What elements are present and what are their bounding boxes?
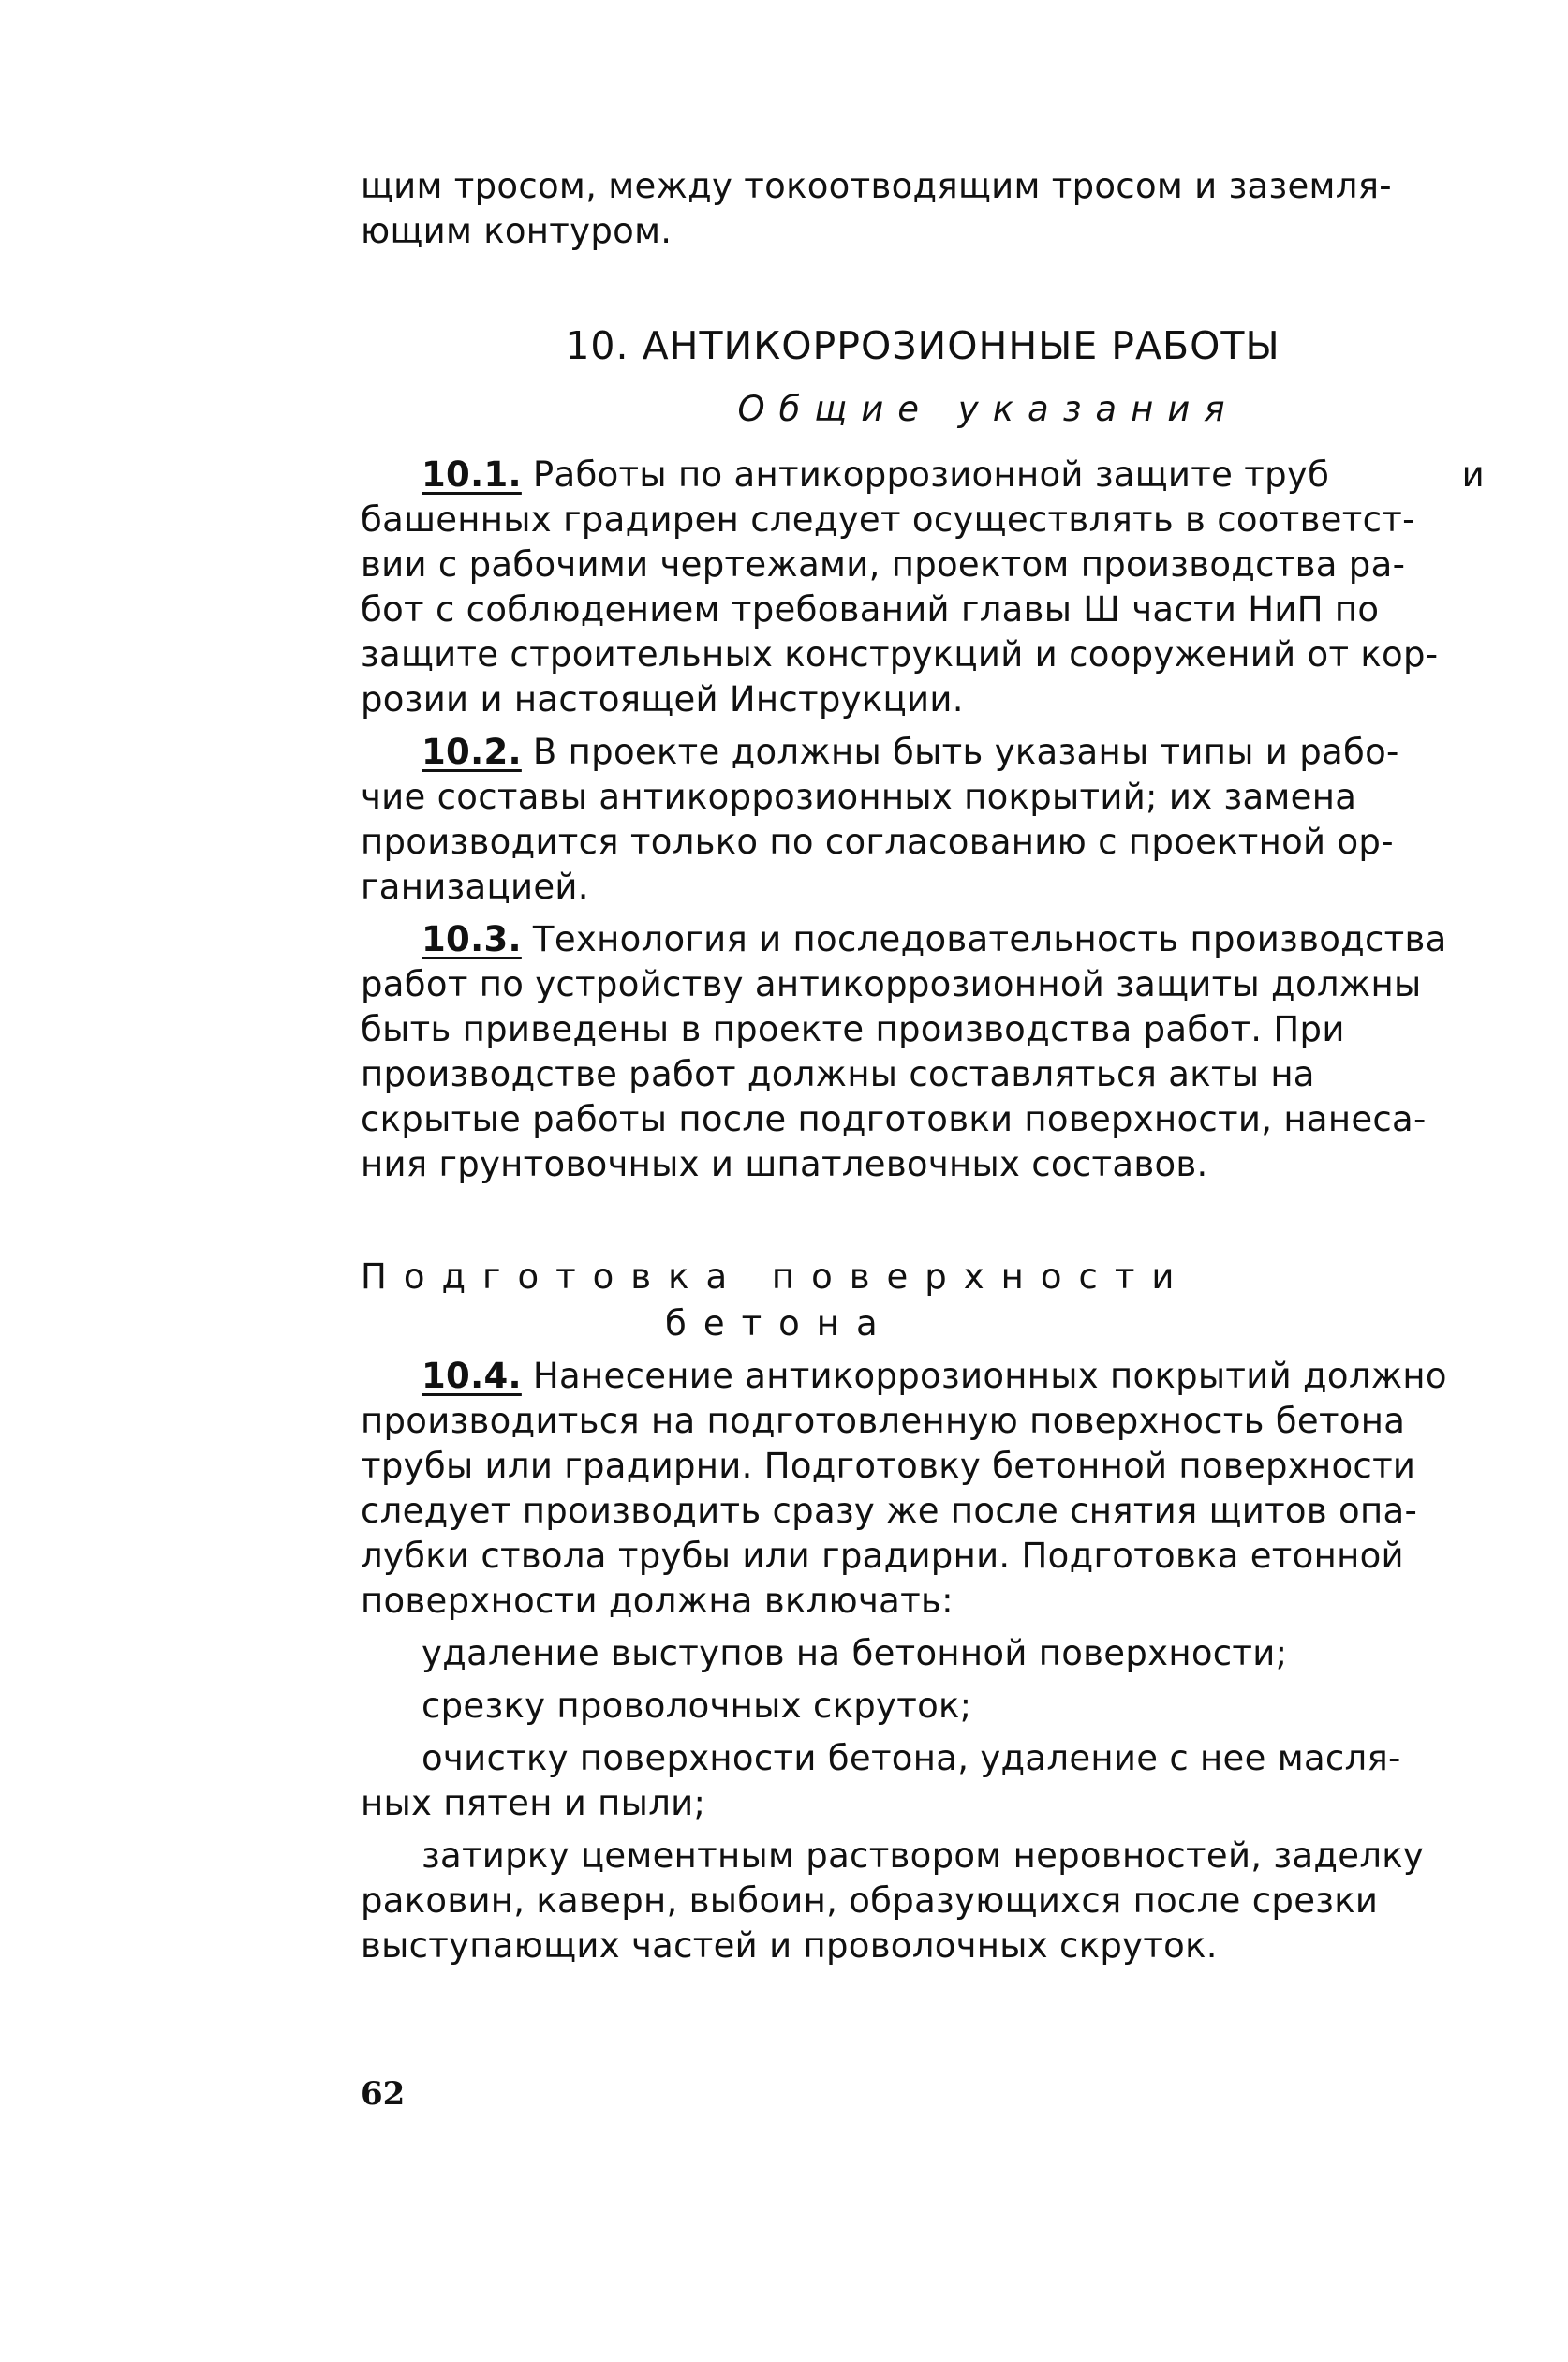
text-line: ющим контуром. xyxy=(361,211,673,251)
text-fragment: Нанесение антикоррозионных покрытий должно xyxy=(532,1356,1447,1396)
text-line: бот с соблюдением требований главы Ш части НиП по xyxy=(361,589,1380,630)
paragraph-10-2 xyxy=(361,730,1485,910)
subsection-heading: Общие указания xyxy=(737,389,1239,429)
list-item: затирку цементным раствором неровностей, заделку xyxy=(422,1835,1425,1876)
text-fragment: Технология и последовательность производства xyxy=(532,919,1447,959)
list-item: удаление выступов на бетонной поверхности; xyxy=(422,1633,1288,1673)
list-item: очистку поверхности бетона, удаление с нее масля- xyxy=(422,1738,1401,1778)
requirements-list xyxy=(361,1631,1485,1968)
text-fragment: и xyxy=(1461,454,1485,495)
text-line xyxy=(361,730,1485,775)
text-fragment: В проекте должны быть указаны типы и рабо- xyxy=(532,732,1399,772)
list-item: срезку проволочных скруток; xyxy=(422,1686,972,1726)
section-title: Подготовка поверхности xyxy=(361,1256,1191,1297)
paragraph-10-4 xyxy=(361,1354,1485,1624)
intro-text xyxy=(361,164,1485,254)
list-item-continuation: раковин, каверн, выбоин, образующихся после срезки xyxy=(361,1880,1379,1921)
text-line xyxy=(361,917,1485,962)
paragraph-number: 10.4. xyxy=(422,1356,522,1396)
text-line: вии с рабочими чертежами, проектом производства ра- xyxy=(361,544,1406,585)
document-page xyxy=(361,164,1485,1968)
text-line: розии и настоящей Инструкции. xyxy=(361,679,964,720)
text-line: трубы или градирни. Подготовку бетонной поверхности xyxy=(361,1446,1416,1486)
text-line xyxy=(361,453,1485,498)
paragraph-10-3 xyxy=(361,917,1485,1187)
text-fragment: Работы по антикоррозионной защите труб xyxy=(532,454,1330,495)
text-line: ганизацией. xyxy=(361,867,589,907)
text-line xyxy=(361,1354,1485,1399)
page-number: 62 xyxy=(361,2075,406,2113)
section-title-continued: бетона xyxy=(665,1303,895,1344)
text-line: защите строительных конструкций и сооружений от кор- xyxy=(361,634,1439,675)
list-item-continuation: выступающих частей и проволочных скруток. xyxy=(361,1925,1218,1966)
text-line: ния грунтовочных и шпатлевочных составов. xyxy=(361,1144,1208,1184)
text-line: башенных градирен следует осуществлять в соответст- xyxy=(361,499,1415,540)
text-line: работ по устройству антикоррозионной защиты должны xyxy=(361,964,1422,1004)
text-line: следует производить сразу же после снятия щитов опа- xyxy=(361,1491,1418,1531)
text-line: производится только по согласованию с проектной ор- xyxy=(361,822,1394,862)
text-line: быть приведены в проекте производства работ. При xyxy=(361,1009,1345,1049)
section-heading: 10. АНТИКОРРОЗИОННЫЕ РАБОТЫ xyxy=(565,323,1280,368)
paragraph-number: 10.2. xyxy=(422,732,522,772)
paragraph-number: 10.1. xyxy=(422,454,522,495)
text-line: производстве работ должны составляться акты на xyxy=(361,1054,1315,1094)
text-line: лубки ствола трубы или градирни. Подготовка етонной xyxy=(361,1536,1404,1576)
paragraph-10-1 xyxy=(361,453,1485,722)
text-line: скрытые работы после подготовки поверхности, нанеса- xyxy=(361,1099,1427,1139)
paragraph-number: 10.3. xyxy=(422,919,522,959)
text-line: поверхности должна включать: xyxy=(361,1581,954,1621)
text-line: чие составы антикоррозионных покрытий; их замена xyxy=(361,777,1357,817)
list-item-continuation: ных пятен и пыли; xyxy=(361,1783,706,1823)
text-line: производиться на подготовленную поверхность бетона xyxy=(361,1401,1406,1441)
text-line: щим тросом, между токоотводящим тросом и заземля- xyxy=(361,166,1392,206)
